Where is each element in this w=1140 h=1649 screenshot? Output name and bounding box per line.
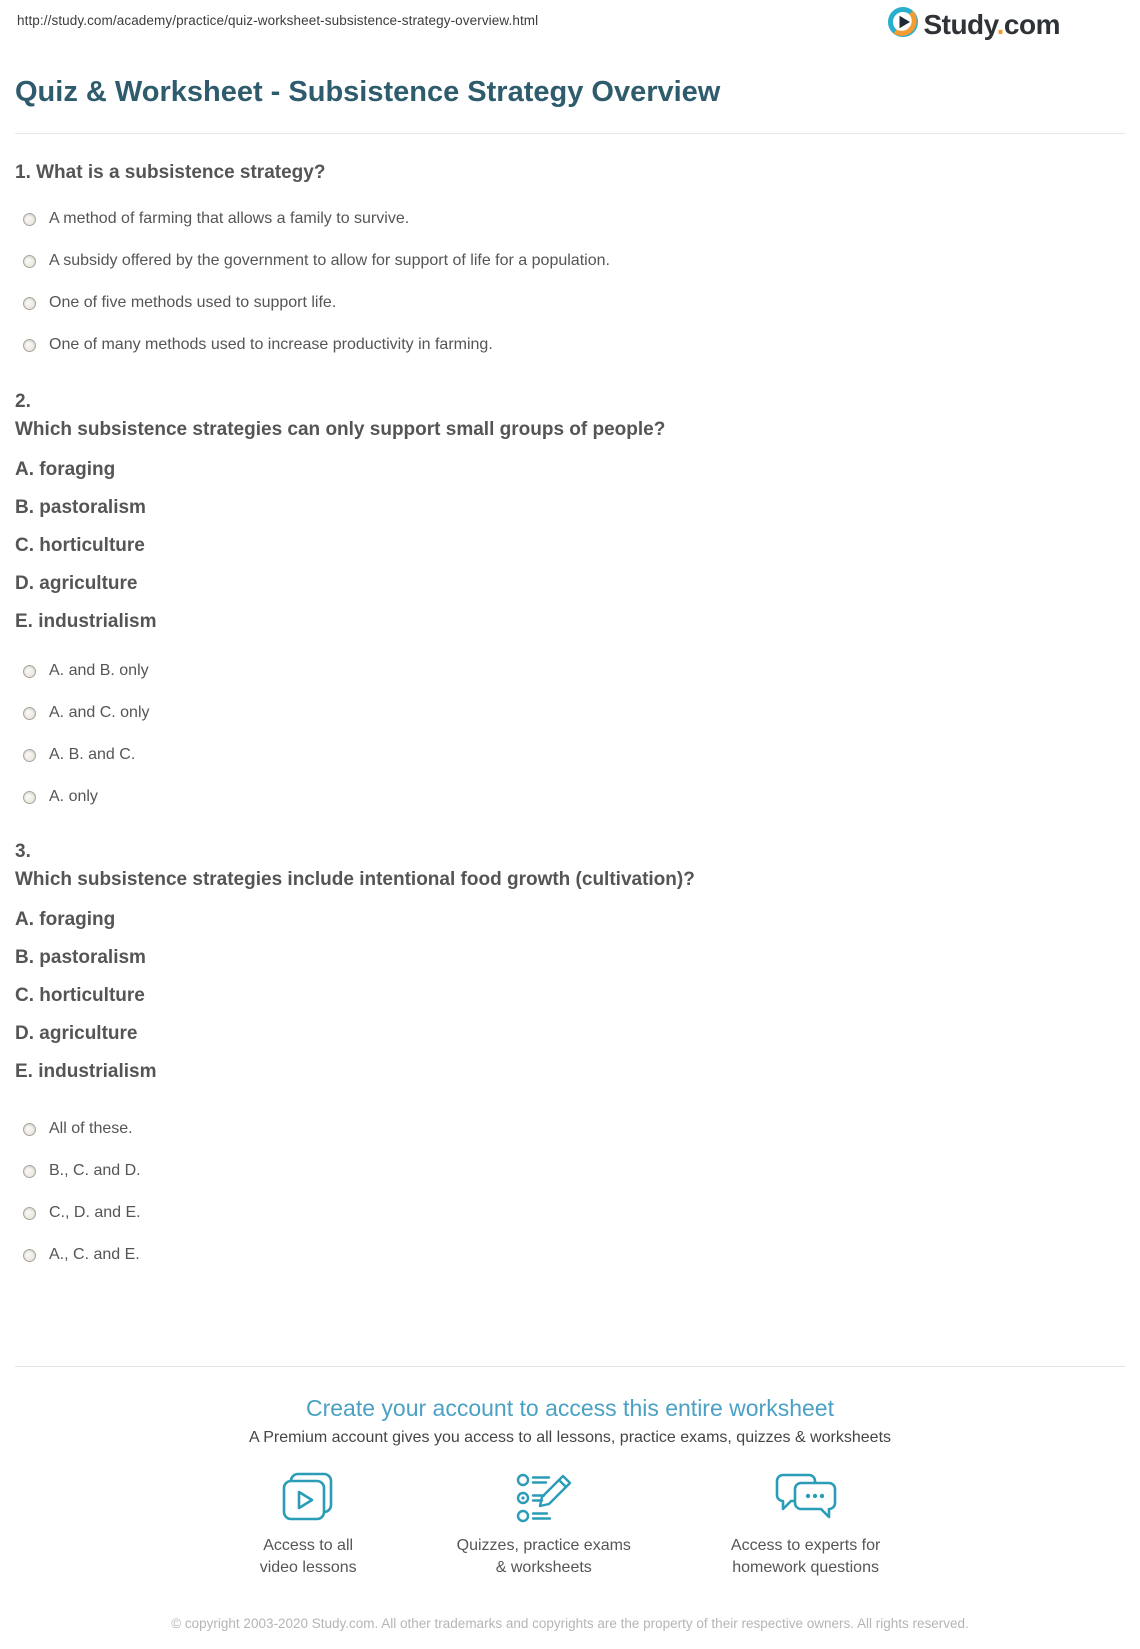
question-3-number: 3. xyxy=(15,841,31,862)
feature-list xyxy=(15,1471,1125,1579)
feature-video-lessons xyxy=(260,1471,357,1579)
title-divider xyxy=(15,133,1125,134)
page-title: Quiz & Worksheet - Subsistence Strategy Overview xyxy=(15,76,721,108)
radio-button[interactable] xyxy=(23,791,36,804)
question-3-option-list xyxy=(15,906,1125,1086)
radio-button[interactable] xyxy=(23,749,36,762)
radio-button[interactable] xyxy=(23,665,36,678)
question-2 xyxy=(15,388,1125,808)
radio-button[interactable] xyxy=(23,1207,36,1220)
list-item: B. pastoralism xyxy=(15,497,146,518)
quizzes-worksheets-icon xyxy=(513,1471,575,1525)
answer-option-label: A. and B. only xyxy=(49,662,149,679)
question-3-choices xyxy=(15,1118,1125,1266)
answer-option-label: All of these. xyxy=(49,1120,133,1137)
answer-option-label: A. and C. only xyxy=(49,704,150,721)
list-item: E. industrialism xyxy=(15,1061,157,1082)
question-1 xyxy=(15,160,1125,356)
list-item: D. agriculture xyxy=(15,573,138,594)
list-item: C. horticulture xyxy=(15,535,145,556)
account-cta-footer xyxy=(15,1393,1125,1635)
list-item: D. agriculture xyxy=(15,1023,138,1044)
question-1-choices xyxy=(15,208,1125,356)
question-2-option-list xyxy=(15,456,1125,636)
question-3 xyxy=(15,838,1125,1266)
answer-option[interactable] xyxy=(15,208,1125,230)
radio-button[interactable] xyxy=(23,707,36,720)
list-item: A. foraging xyxy=(15,459,116,480)
list-item: C. horticulture xyxy=(15,985,145,1006)
video-lessons-icon xyxy=(277,1471,339,1525)
radio-button[interactable] xyxy=(23,297,36,310)
answer-option-label: One of five methods used to support life. xyxy=(49,294,337,311)
question-3-text: Which subsistence strategies include intentional food growth (cultivation)? xyxy=(15,869,695,890)
feature-expert-help xyxy=(731,1471,880,1579)
answer-option[interactable] xyxy=(15,334,1125,356)
answer-option-label: A. B. and C. xyxy=(49,746,136,763)
answer-option[interactable] xyxy=(15,292,1125,314)
answer-option-label: A method of farming that allows a family to survive. xyxy=(49,210,410,227)
answer-option-label: A. only xyxy=(49,788,98,805)
play-circle-icon xyxy=(887,6,919,43)
answer-option-label: C., D. and E. xyxy=(49,1204,141,1221)
list-item: E. industrialism xyxy=(15,611,157,632)
radio-button[interactable] xyxy=(23,339,36,352)
page-url: http://study.com/academy/practice/quiz-worksheet-subsistence-strategy-overview.html xyxy=(17,13,539,28)
answer-option[interactable] xyxy=(15,786,1125,808)
answer-option[interactable] xyxy=(15,1160,1125,1182)
question-2-number: 2. xyxy=(15,391,31,412)
cta-heading[interactable]: Create your account to access this entire worksheet xyxy=(306,1395,834,1421)
page-header xyxy=(15,0,1125,46)
answer-option[interactable] xyxy=(15,1244,1125,1266)
chat-experts-icon xyxy=(773,1471,839,1525)
radio-button[interactable] xyxy=(23,1123,36,1136)
feature-caption: Access to experts for homework questions xyxy=(730,1537,881,1576)
logo-text: Study.com xyxy=(923,8,1060,40)
footer-divider xyxy=(15,1366,1125,1367)
answer-option[interactable] xyxy=(15,660,1125,682)
answer-option-label: A., C. and E. xyxy=(49,1246,140,1263)
answer-option[interactable] xyxy=(15,744,1125,766)
answer-option[interactable] xyxy=(15,1118,1125,1140)
answer-option[interactable] xyxy=(15,702,1125,724)
feature-caption: Access to all video lessons xyxy=(259,1537,357,1576)
answer-option-label: B., C. and D. xyxy=(49,1162,141,1179)
studycom-logo[interactable] xyxy=(887,6,1060,43)
feature-caption: Quizzes, practice exams & worksheets xyxy=(456,1537,631,1576)
question-2-text: Which subsistence strategies can only support small groups of people? xyxy=(15,419,666,440)
copyright-notice: © copyright 2003-2020 Study.com. All other trademarks and copyrights are the property of their respective owners. All rights reserved. xyxy=(171,1616,969,1631)
question-2-choices xyxy=(15,660,1125,808)
radio-button[interactable] xyxy=(23,213,36,226)
cta-subheading: A Premium account gives you access to all lessons, practice exams, quizzes & worksheets xyxy=(248,1429,892,1446)
feature-quizzes-worksheets xyxy=(457,1471,631,1579)
answer-option[interactable] xyxy=(15,250,1125,272)
answer-option[interactable] xyxy=(15,1202,1125,1224)
answer-option-label: One of many methods used to increase productivity in farming. xyxy=(49,336,493,353)
answer-option-label: A subsidy offered by the government to allow for support of life for a population. xyxy=(49,252,610,269)
question-1-heading: 1. What is a subsistence strategy? xyxy=(15,162,326,183)
radio-button[interactable] xyxy=(23,1249,36,1262)
radio-button[interactable] xyxy=(23,1165,36,1178)
radio-button[interactable] xyxy=(23,255,36,268)
list-item: B. pastoralism xyxy=(15,947,146,968)
list-item: A. foraging xyxy=(15,909,116,930)
